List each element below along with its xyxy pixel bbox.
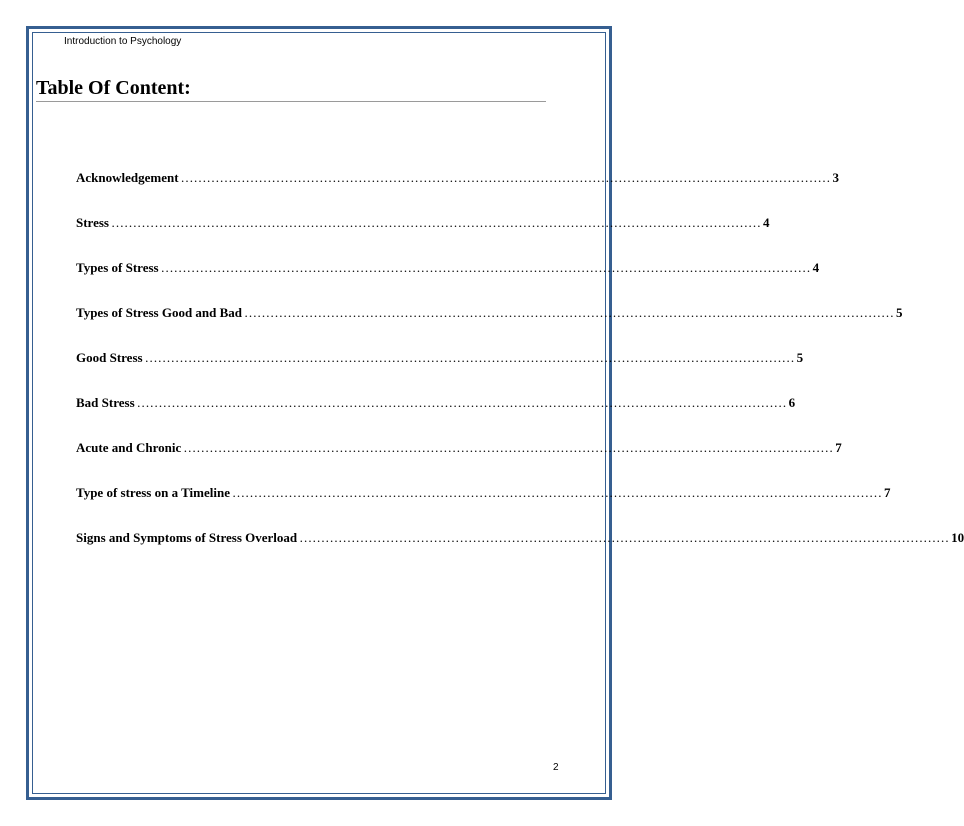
toc-leader-dots: ……………………………………………………………………………………………………………………………………	[183, 440, 834, 455]
toc-leader-dots: ……………………………………………………………………………………………………………………………………	[144, 350, 795, 365]
toc-leader-dots: ……………………………………………………………………………………………………………………………………	[160, 260, 811, 275]
toc-entry-page: 7	[883, 485, 891, 500]
toc-entry-page: 4	[812, 260, 820, 275]
toc-entry-page: 6	[788, 395, 796, 410]
toc-entry-label: Stress	[76, 215, 109, 230]
toc-entry[interactable]	[76, 530, 964, 550]
running-header: Introduction to Psychology	[64, 36, 182, 47]
page-number: 2	[553, 762, 559, 773]
toc-leader-dots: ……………………………………………………………………………………………………………………………………	[136, 395, 787, 410]
toc-entry[interactable]	[76, 305, 903, 325]
toc-leader-dots: ……………………………………………………………………………………………………………………………………	[180, 170, 831, 185]
toc-entry-label: Acknowledgement	[76, 170, 179, 185]
toc-entry-label: Acute and Chronic	[76, 440, 182, 455]
toc-entry-label: Signs and Symptoms of Stress Overload	[76, 530, 298, 545]
toc-entry[interactable]	[76, 215, 770, 235]
toc-entry-label: Good Stress	[76, 350, 143, 365]
title-underline	[36, 101, 546, 102]
toc-entry[interactable]	[76, 485, 891, 505]
toc-entry-page: 10	[951, 530, 964, 545]
toc-leader-dots: ……………………………………………………………………………………………………………………………………	[244, 305, 895, 320]
toc-entry-label: Types of Stress Good and Bad	[76, 305, 243, 320]
toc-entry[interactable]	[76, 440, 842, 460]
toc-leader-dots: ……………………………………………………………………………………………………………………………………	[299, 530, 950, 545]
toc-entry-label: Bad Stress	[76, 395, 135, 410]
toc-entry-page: 5	[896, 305, 903, 320]
toc-entry[interactable]	[76, 260, 820, 280]
toc-entry-label: Type of stress on a Timeline	[76, 485, 230, 500]
toc-entry[interactable]	[76, 350, 804, 370]
toc-entry-page: 4	[762, 215, 770, 230]
toc-entry-page: 3	[832, 170, 840, 185]
toc-entry-page: 7	[835, 440, 842, 455]
page-title: Table Of Content:	[36, 77, 191, 99]
toc-entry-page: 5	[796, 350, 804, 365]
toc-entry-label: Types of Stress	[76, 260, 159, 275]
toc-leader-dots: ……………………………………………………………………………………………………………………………………	[231, 485, 882, 500]
toc-entry[interactable]	[76, 395, 796, 415]
toc-entry[interactable]	[76, 170, 840, 190]
toc-leader-dots: ……………………………………………………………………………………………………………………………………	[110, 215, 761, 230]
